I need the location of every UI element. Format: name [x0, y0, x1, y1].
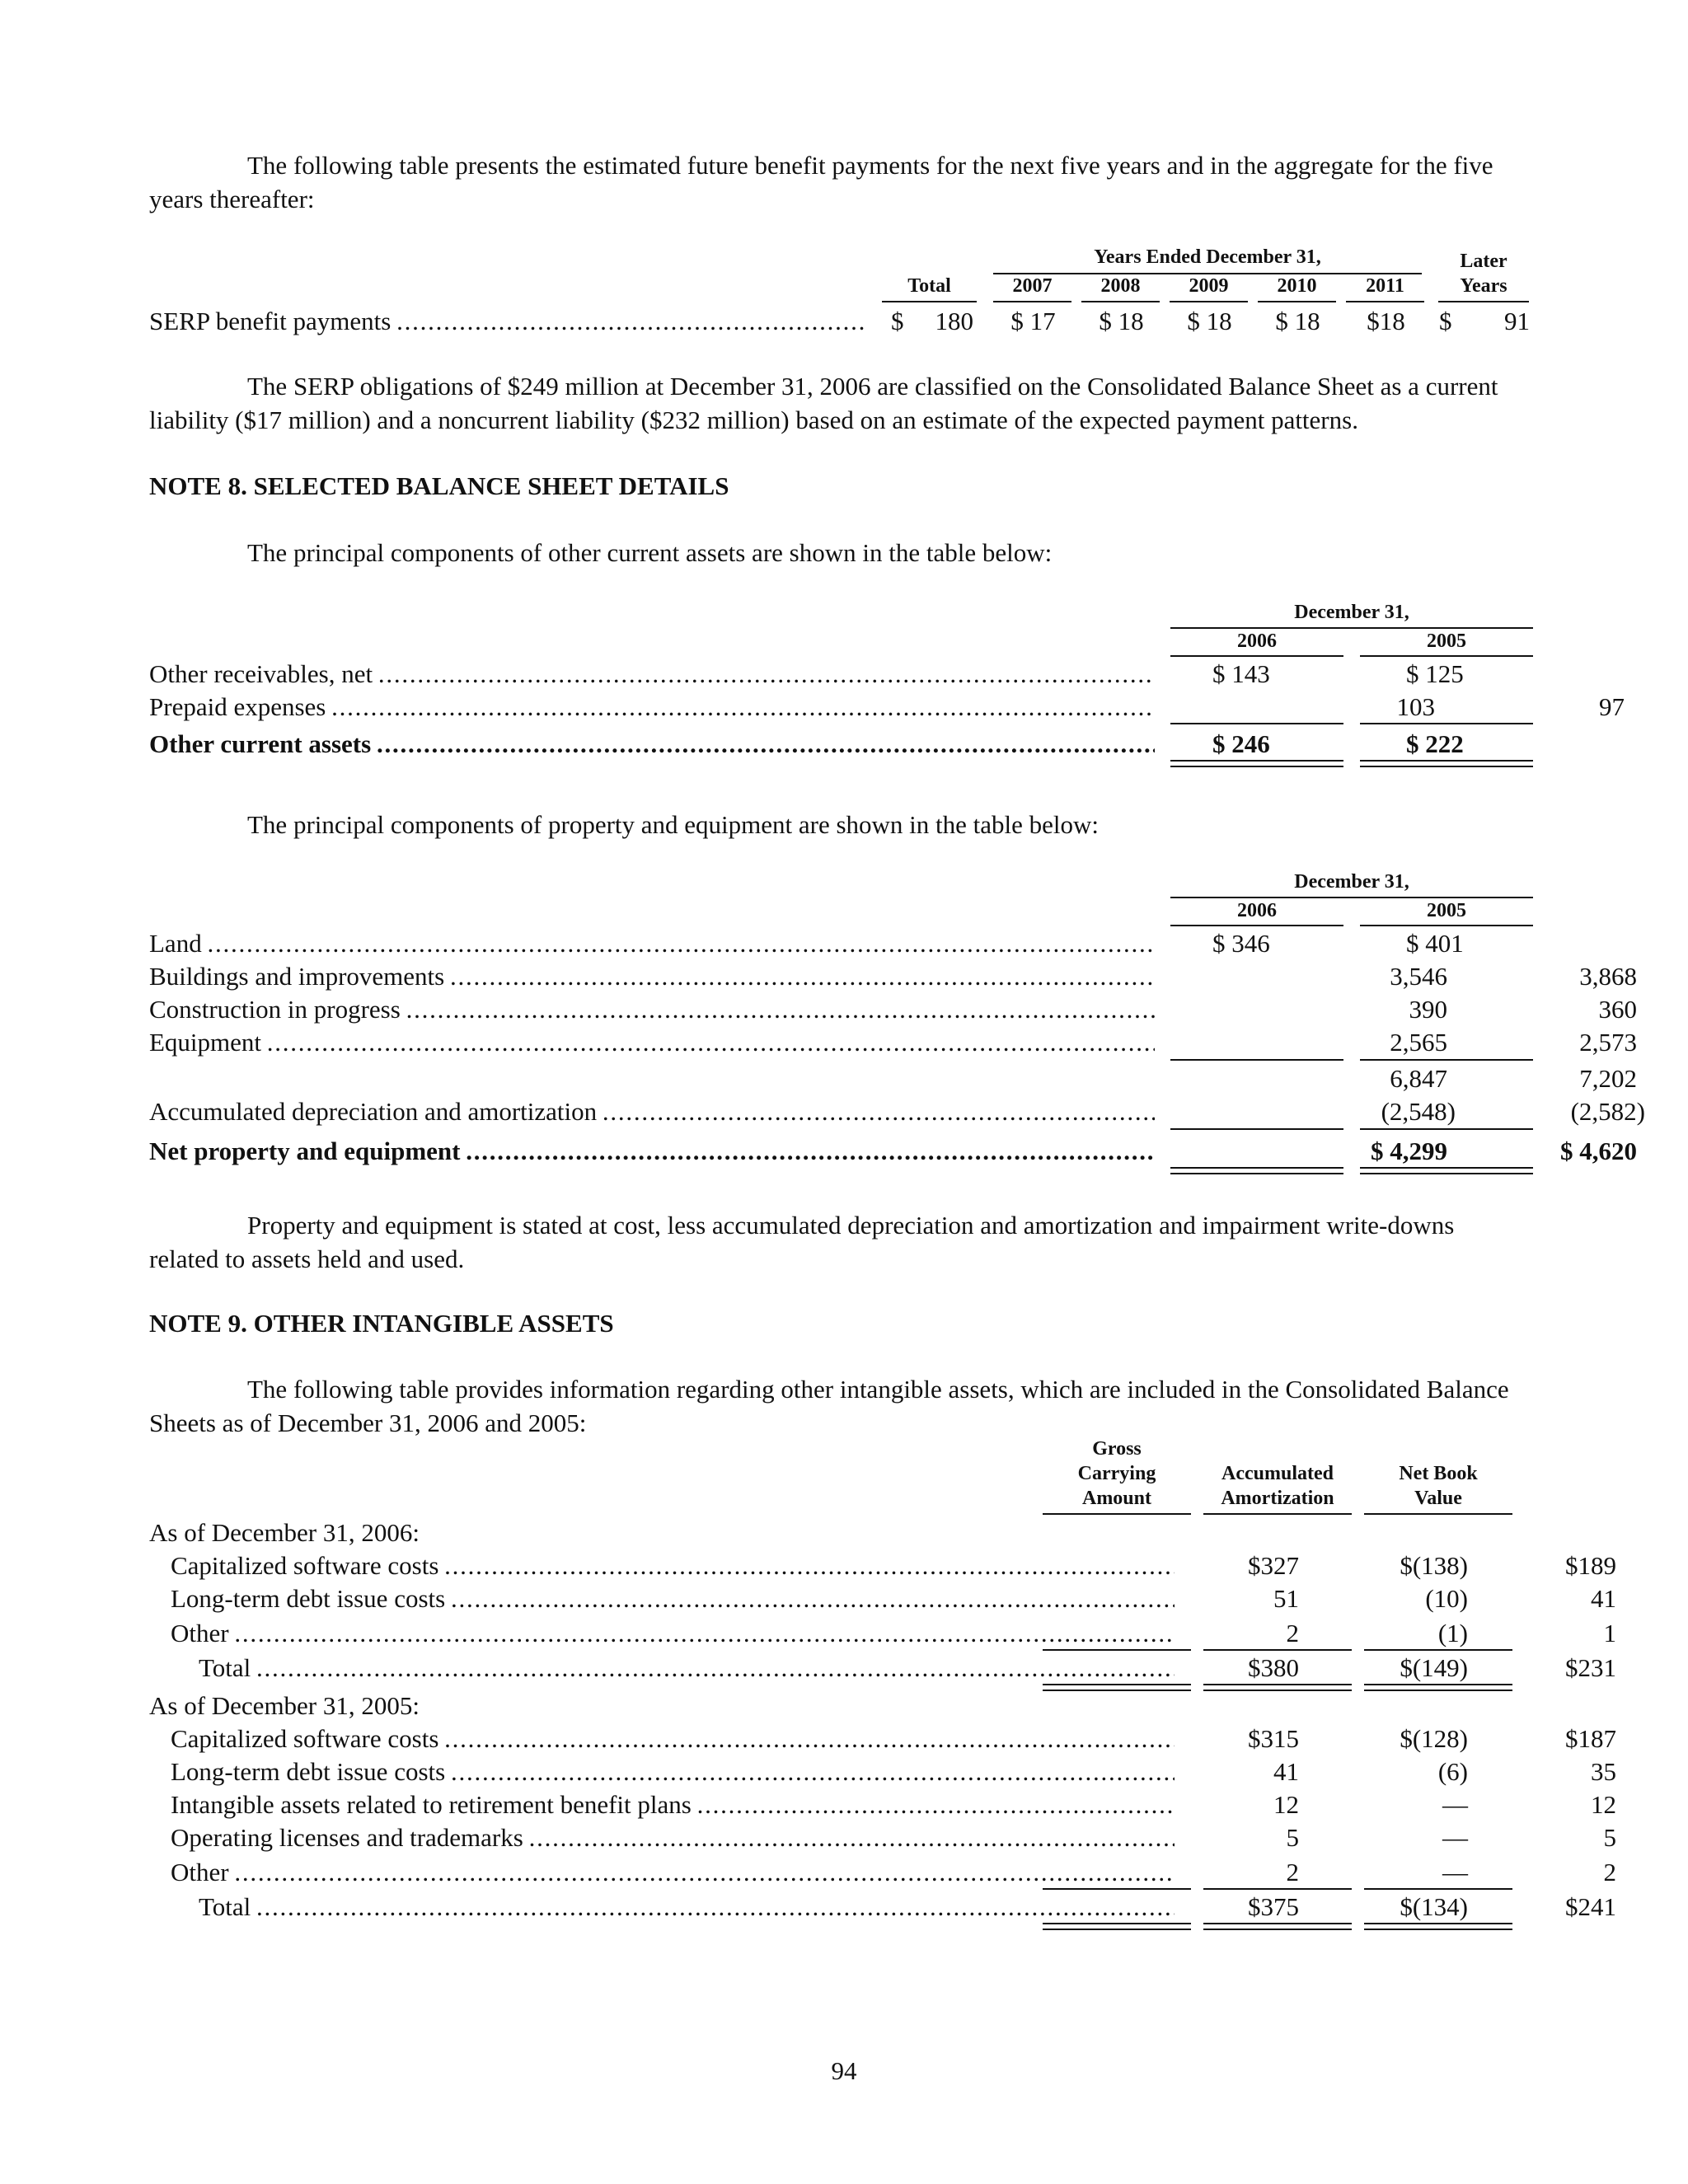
ppe-row-label: Equipment — [149, 1028, 262, 1057]
ppe-value-2005: $ 401 — [1406, 929, 1464, 958]
ppe-accum-row — [149, 1095, 1645, 1128]
ppe-subtotal-2005: 7,202 — [1579, 1064, 1637, 1093]
ppe-value-2005: 2,573 — [1579, 1028, 1637, 1057]
oca-total-row — [149, 728, 1550, 761]
serp-later-header-2: Years — [1460, 275, 1507, 297]
ia-accum: — — [1442, 1858, 1468, 1886]
ppe-group-header: December 31, — [1294, 871, 1409, 893]
ppe-row — [149, 960, 1637, 993]
oca-value-2005: 97 — [1599, 692, 1625, 721]
ia-row-label: Operating licenses and trademarks — [171, 1823, 523, 1852]
ia-h-net-2: Value — [1414, 1488, 1462, 1509]
ia-accum: (6) — [1437, 1757, 1468, 1786]
ia-row-2005 — [149, 1856, 1616, 1889]
serp-row-label: SERP benefit payments — [149, 307, 392, 335]
ia-gross: $327 — [1248, 1551, 1299, 1580]
serp-col-2007: 2007 — [1012, 275, 1053, 297]
ppe-accum-2006: (2,548) — [1381, 1097, 1456, 1126]
note9-intro: The following table provides information regarding other intangible assets, which are included in the Consolidated Balance Sheets as of December 31, 2006 and 2005: — [149, 1375, 1509, 1437]
ppe-value-2005: 3,868 — [1579, 962, 1637, 991]
ppe-row — [149, 1026, 1637, 1059]
oca-value-2006: $ 143 — [1212, 659, 1270, 688]
ia-section-2005-label: As of December 31, 2005: — [149, 1691, 420, 1720]
ia-h-gross-2: Carrying — [1077, 1463, 1156, 1484]
ia-section-2006-label: As of December 31, 2006: — [149, 1518, 420, 1547]
oca-col-2005: 2005 — [1427, 630, 1466, 652]
serp-col-total: Total — [907, 275, 951, 297]
note8-intro2: The principal components of property and equipment are shown in the table below: — [247, 810, 1100, 839]
oca-value-2006: 103 — [1396, 692, 1435, 721]
ia-total-label: Total — [199, 1892, 251, 1921]
ppe-row-label: Buildings and improvements — [149, 962, 445, 991]
note9-heading: NOTE 9. OTHER INTANGIBLE ASSETS — [149, 1309, 614, 1338]
ia-net: 1 — [1603, 1619, 1616, 1647]
page-number: 94 — [831, 2056, 857, 2085]
oca-total-2006: $ 246 — [1212, 729, 1270, 758]
ia-total-2006 — [149, 1652, 1616, 1685]
ppe-net-label: Net property and equipment — [149, 1137, 461, 1165]
ppe-net-row — [149, 1135, 1637, 1168]
serp-group-header: Years Ended December 31, — [1094, 246, 1321, 268]
ia-gross: 2 — [1286, 1858, 1299, 1886]
serp-2007-value: $ 17 — [1010, 307, 1056, 335]
oca-total-2005: $ 222 — [1406, 729, 1464, 758]
ia-gross: 51 — [1273, 1584, 1299, 1613]
ia-row-2006 — [149, 1582, 1616, 1615]
ia-gross: $315 — [1248, 1724, 1299, 1753]
serp-col-2011: 2011 — [1366, 275, 1404, 297]
ia-gross: 2 — [1286, 1619, 1299, 1647]
oca-value-2005: $ 125 — [1406, 659, 1464, 688]
serp-2010-value: $ 18 — [1275, 307, 1320, 335]
ppe-col-2006: 2006 — [1237, 900, 1277, 921]
ia-total-net: $231 — [1565, 1653, 1616, 1682]
ia-row-label: Other — [171, 1858, 229, 1886]
serp-2009-value: $ 18 — [1187, 307, 1232, 335]
intro-paragraph: The following table presents the estimated future benefit payments for the next five years and in the aggregate for the five years thereafter: — [149, 151, 1493, 213]
ia-total-gross: $380 — [1248, 1653, 1299, 1682]
ia-row-2006 — [149, 1617, 1616, 1650]
serp-col-2009: 2009 — [1189, 275, 1229, 297]
ia-h-net-1: Net Book — [1399, 1463, 1478, 1484]
ia-total-label: Total — [199, 1653, 251, 1682]
oca-row — [149, 658, 1550, 691]
ia-net: 5 — [1603, 1823, 1616, 1852]
oca-row-label: Prepaid expenses — [149, 692, 326, 721]
ppe-accum-2005: (2,582) — [1570, 1097, 1645, 1126]
ppe-value-2006: 2,565 — [1390, 1028, 1447, 1057]
ia-total-net: $241 — [1565, 1892, 1616, 1921]
oca-group-header: December 31, — [1294, 602, 1409, 623]
ia-gross: 12 — [1273, 1790, 1299, 1819]
ia-gross: 41 — [1273, 1757, 1299, 1786]
ia-h-gross-3: Amount — [1081, 1488, 1151, 1509]
ia-row-2005 — [149, 1821, 1616, 1854]
oca-row-label: Other receivables, net — [149, 659, 373, 688]
serp-later-header-1: Later — [1460, 251, 1507, 272]
ppe-net-2006: $ 4,299 — [1371, 1137, 1447, 1165]
ia-section-2005 — [149, 1690, 1550, 1722]
serp-2011-value: $18 — [1367, 307, 1405, 335]
ia-row-label: Other — [171, 1619, 229, 1647]
ia-net: 12 — [1591, 1790, 1616, 1819]
ia-row-label: Long-term debt issue costs — [171, 1584, 446, 1613]
serp-row — [149, 305, 1550, 338]
ia-total-gross: $375 — [1248, 1892, 1299, 1921]
ia-total-accum: $(134) — [1400, 1892, 1468, 1921]
ppe-value-2006: $ 346 — [1212, 929, 1270, 958]
ia-accum: $(138) — [1400, 1551, 1468, 1580]
ia-h-accum-1: Accumulated — [1221, 1463, 1334, 1484]
ppe-subtotal-row — [149, 1062, 1637, 1095]
ia-net: $189 — [1565, 1551, 1616, 1580]
ia-row-2005 — [149, 1788, 1616, 1821]
ppe-subtotal-2006: 6,847 — [1390, 1064, 1447, 1093]
serp-total-value: 180 — [935, 307, 973, 335]
ppe-row-label: Land — [149, 929, 202, 958]
ia-accum: (1) — [1437, 1619, 1468, 1647]
ia-net: 2 — [1603, 1858, 1616, 1886]
ppe-net-2005: $ 4,620 — [1560, 1137, 1637, 1165]
ia-gross: 5 — [1286, 1823, 1299, 1852]
oca-col-2006: 2006 — [1237, 630, 1277, 652]
serp-paragraph: The SERP obligations of $249 million at December 31, 2006 are classified on the Consolidated Balance Sheet as a current liability ($17 million) and a noncurrent liability ($232 million) based on an estimate of the expected payment patterns. — [149, 372, 1498, 434]
serp-later-dollar: $ — [1439, 307, 1452, 335]
ia-row-label: Intangible assets related to retirement benefit plans — [171, 1790, 692, 1819]
serp-later-value: 91 — [1504, 307, 1530, 335]
ia-accum: $(128) — [1400, 1724, 1468, 1753]
ppe-paragraph: Property and equipment is stated at cost, less accumulated depreciation and amortization and impairment write-downs related to assets held and used. — [149, 1211, 1455, 1273]
ppe-value-2006: 3,546 — [1390, 962, 1447, 991]
serp-2008-value: $ 18 — [1099, 307, 1144, 335]
ppe-value-2006: 390 — [1409, 995, 1447, 1024]
note8-heading: NOTE 8. SELECTED BALANCE SHEET DETAILS — [149, 471, 729, 500]
ia-accum: — — [1442, 1823, 1468, 1852]
serp-col-2008: 2008 — [1100, 275, 1141, 297]
serp-total-dollar: $ — [891, 307, 904, 335]
ppe-row — [149, 993, 1637, 1026]
ia-h-accum-2: Amortization — [1221, 1488, 1334, 1509]
ia-row-2005 — [149, 1755, 1616, 1788]
ppe-row — [149, 927, 1550, 960]
ppe-col-2005: 2005 — [1427, 900, 1466, 921]
ia-total-accum: $(149) — [1400, 1653, 1468, 1682]
ia-h-gross-1: Gross — [1092, 1438, 1142, 1460]
ppe-accum-label: Accumulated depreciation and amortization — [149, 1097, 598, 1126]
ia-section-2006 — [149, 1516, 1550, 1549]
ppe-value-2005: 360 — [1598, 995, 1637, 1024]
ia-net: $187 — [1565, 1724, 1616, 1753]
serp-col-2010: 2010 — [1277, 275, 1317, 297]
ia-row-2006 — [149, 1549, 1616, 1582]
oca-row — [149, 691, 1625, 724]
ia-net: 41 — [1591, 1584, 1616, 1613]
ia-row-label: Long-term debt issue costs — [171, 1757, 446, 1786]
ia-total-2005 — [149, 1891, 1616, 1924]
oca-total-label: Other current assets — [149, 729, 372, 758]
ia-net: 35 — [1591, 1757, 1616, 1786]
ia-row-label: Capitalized software costs — [171, 1724, 439, 1753]
note8-intro1: The principal components of other current assets are shown in the table below: — [247, 538, 1053, 567]
ia-accum: (10) — [1425, 1584, 1468, 1613]
ia-row-2005 — [149, 1722, 1616, 1755]
ia-row-label: Capitalized software costs — [171, 1551, 439, 1580]
ppe-row-label: Construction in progress — [149, 995, 401, 1024]
ia-accum: — — [1442, 1790, 1468, 1819]
